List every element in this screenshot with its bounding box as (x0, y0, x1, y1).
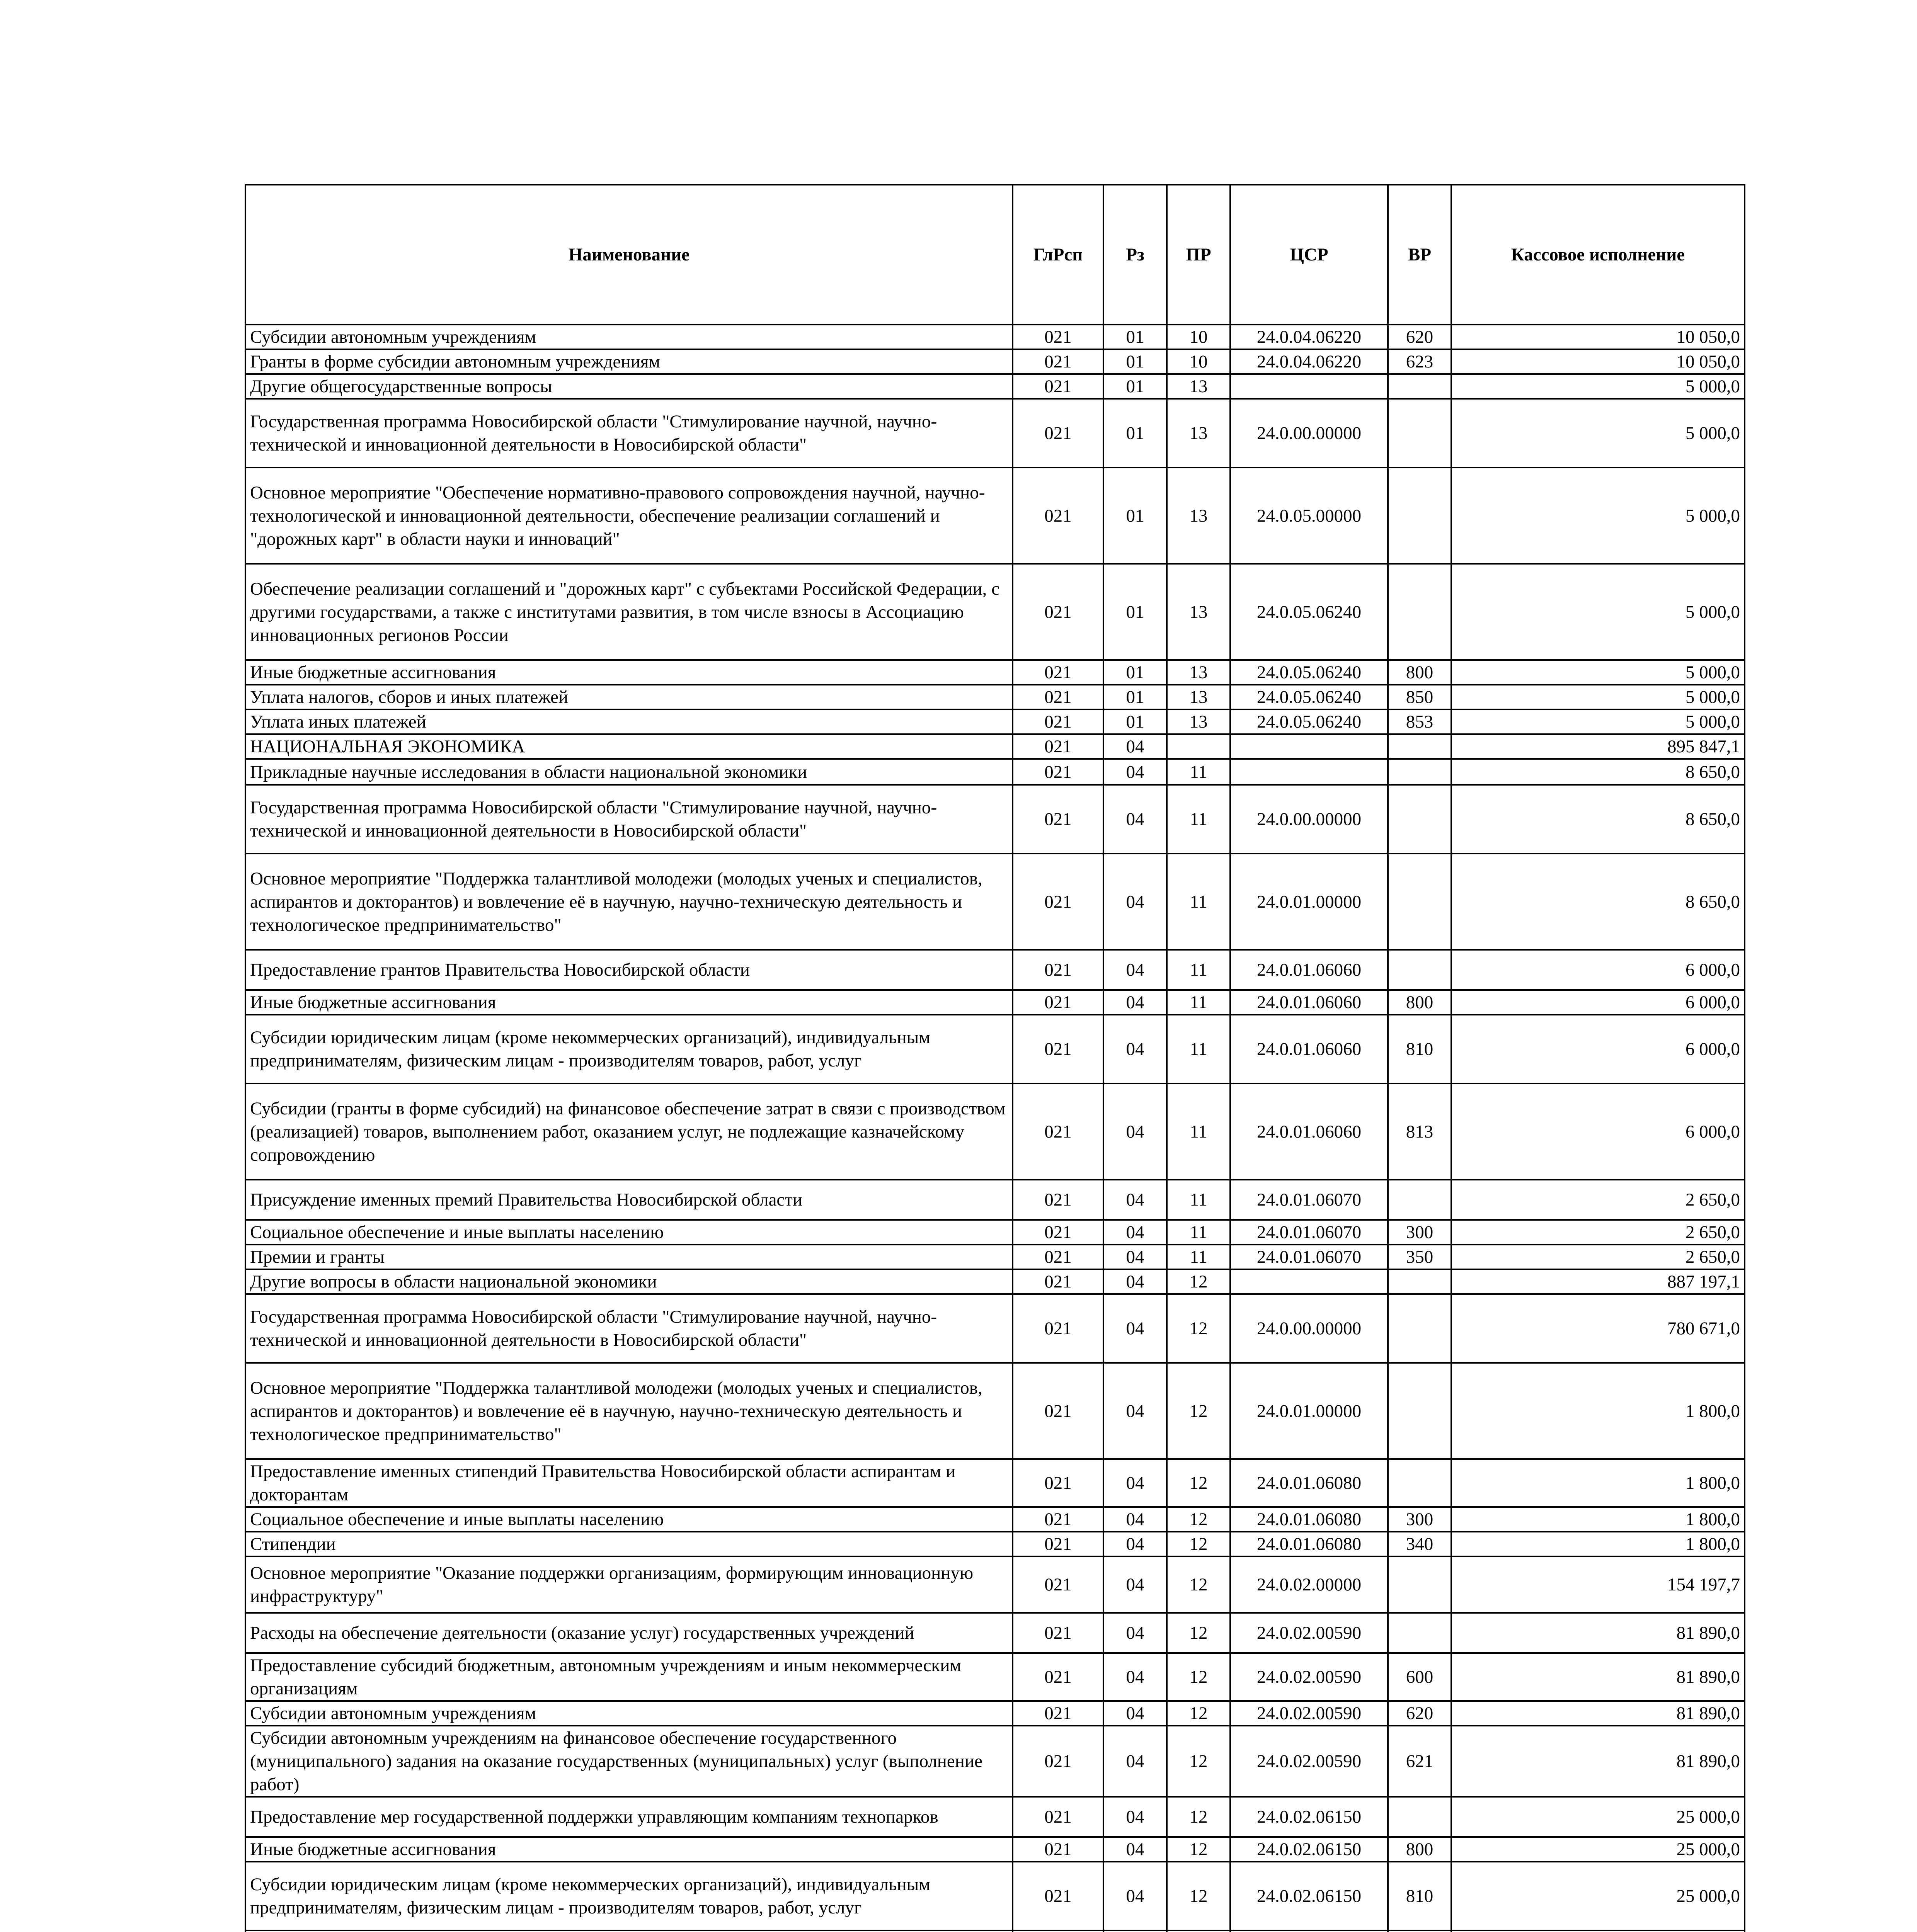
cell-amount: 81 890,0 (1451, 1701, 1745, 1726)
cell-rz: 01 (1103, 685, 1167, 709)
cell-csr: 24.0.02.00590 (1230, 1726, 1388, 1797)
cell-pr: 12 (1167, 1701, 1230, 1726)
cell-name: Иные бюджетные ассигнования (245, 990, 1013, 1015)
cell-pr: 13 (1167, 685, 1230, 709)
cell-glrsp: 021 (1013, 1294, 1103, 1363)
cell-vr: 853 (1388, 709, 1451, 734)
cell-pr: 11 (1167, 854, 1230, 950)
table-row (245, 759, 1745, 785)
table-row (245, 399, 1745, 468)
cell-amount: 6 000,0 (1451, 1015, 1745, 1083)
header-pr: ПР (1167, 185, 1230, 325)
cell-vr (1388, 734, 1451, 759)
cell-glrsp: 021 (1013, 1556, 1103, 1613)
cell-amount: 8 650,0 (1451, 759, 1745, 785)
cell-vr: 621 (1388, 1726, 1451, 1797)
table-row (245, 1220, 1745, 1245)
table-row (245, 1459, 1745, 1507)
cell-glrsp: 021 (1013, 1220, 1103, 1245)
cell-vr (1388, 785, 1451, 854)
cell-csr: 24.0.01.06070 (1230, 1180, 1388, 1220)
cell-glrsp: 021 (1013, 734, 1103, 759)
cell-glrsp: 021 (1013, 1015, 1103, 1083)
table-row (245, 468, 1745, 564)
cell-amount: 5 000,0 (1451, 685, 1745, 709)
cell-rz: 04 (1103, 1294, 1167, 1363)
cell-rz: 04 (1103, 950, 1167, 990)
cell-rz: 04 (1103, 1363, 1167, 1459)
cell-pr: 11 (1167, 1245, 1230, 1269)
cell-glrsp: 021 (1013, 374, 1103, 399)
table-row (245, 1180, 1745, 1220)
cell-vr: 300 (1388, 1507, 1451, 1532)
table-row (245, 1532, 1745, 1556)
cell-rz: 04 (1103, 990, 1167, 1015)
cell-vr: 620 (1388, 1701, 1451, 1726)
table-row (245, 990, 1745, 1015)
cell-name: Социальное обеспечение и иные выплаты населению (245, 1507, 1013, 1532)
cell-amount: 5 000,0 (1451, 709, 1745, 734)
table-row (245, 734, 1745, 759)
cell-pr: 12 (1167, 1837, 1230, 1862)
cell-pr: 11 (1167, 990, 1230, 1015)
table-body (245, 325, 1745, 1932)
table-row (245, 1083, 1745, 1180)
cell-amount (1451, 1930, 1745, 1932)
cell-glrsp: 021 (1013, 1837, 1103, 1862)
header-csr: ЦСР (1230, 185, 1388, 325)
cell-pr (1167, 1930, 1230, 1932)
table-row (245, 1294, 1745, 1363)
table-row (245, 660, 1745, 685)
cell-glrsp: 021 (1013, 785, 1103, 854)
cell-vr (1388, 1363, 1451, 1459)
cell-vr: 350 (1388, 1245, 1451, 1269)
table-header-row (245, 185, 1745, 325)
cell-csr: 24.0.01.06070 (1230, 1220, 1388, 1245)
cell-glrsp: 021 (1013, 1363, 1103, 1459)
cell-pr: 12 (1167, 1613, 1230, 1653)
cell-name: Социальное обеспечение и иные выплаты населению (245, 1220, 1013, 1245)
cell-pr: 12 (1167, 1556, 1230, 1613)
cell-name: Государственная программа Новосибирской области "Стимулирование научной, научно-технической и инновационной деятельности в Новосибирской области" (245, 399, 1013, 468)
cell-csr: 24.0.00.00000 (1230, 785, 1388, 854)
cell-pr: 12 (1167, 1726, 1230, 1797)
cell-rz: 04 (1103, 1532, 1167, 1556)
cell-glrsp: 021 (1013, 349, 1103, 374)
cell-glrsp: 021 (1013, 709, 1103, 734)
cell-amount: 5 000,0 (1451, 660, 1745, 685)
cell-vr (1388, 399, 1451, 468)
cell-amount: 2 650,0 (1451, 1180, 1745, 1220)
cell-glrsp: 021 (1013, 1613, 1103, 1653)
cell-vr: 813 (1388, 1083, 1451, 1180)
cell-csr: 24.0.00.00000 (1230, 1294, 1388, 1363)
table-row (245, 349, 1745, 374)
cell-csr (1230, 759, 1388, 785)
cell-rz: 04 (1103, 759, 1167, 785)
cell-vr: 600 (1388, 1653, 1451, 1701)
cell-csr: 24.0.02.00000 (1230, 1556, 1388, 1613)
cell-name: Обеспечение реализации соглашений и "дорожных карт" с субъектами Российской Федерации, с другими государствами, а также с институтами развития, в том числе взносы в Ассоциацию инновационных регионов России (245, 564, 1013, 660)
cell-name: Субсидии автономным учреждениям (245, 325, 1013, 349)
cell-csr: 24.0.02.00590 (1230, 1701, 1388, 1726)
cell-csr: 24.0.04.06220 (1230, 349, 1388, 374)
cell-pr: 11 (1167, 1180, 1230, 1220)
cell-amount: 6 000,0 (1451, 1083, 1745, 1180)
cell-name: Уплата иных платежей (245, 709, 1013, 734)
cell-csr: 24.0.01.06060 (1230, 950, 1388, 990)
cell-csr: 24.0.02.06150 (1230, 1862, 1388, 1930)
cell-vr: 620 (1388, 325, 1451, 349)
cell-csr: 24.0.01.00000 (1230, 1363, 1388, 1459)
table-row (245, 374, 1745, 399)
cell-glrsp: 021 (1013, 990, 1103, 1015)
cell-name: Основное мероприятие "Обеспечение нормативно-правового сопровождения научной, научно-технологической и инновационной деятельности, обеспечение реализации соглашений и "дорожных карт" в области науки и инноваций" (245, 468, 1013, 564)
cell-pr: 13 (1167, 709, 1230, 734)
cell-rz: 04 (1103, 1726, 1167, 1797)
cell-amount: 8 650,0 (1451, 854, 1745, 950)
table-row (245, 1726, 1745, 1797)
cell-name: Гранты в форме субсидии автономным учреждениям (245, 349, 1013, 374)
cell-rz (1103, 1930, 1167, 1932)
cell-vr (1388, 1294, 1451, 1363)
cell-vr (1388, 468, 1451, 564)
table-row (245, 1930, 1745, 1932)
cell-amount: 81 890,0 (1451, 1653, 1745, 1701)
cell-csr (1230, 1269, 1388, 1294)
cell-amount: 1 800,0 (1451, 1459, 1745, 1507)
cell-amount: 2 650,0 (1451, 1245, 1745, 1269)
cell-rz: 01 (1103, 349, 1167, 374)
cell-glrsp: 021 (1013, 1797, 1103, 1837)
cell-rz: 04 (1103, 1862, 1167, 1930)
header-name: Наименование (245, 185, 1013, 325)
table-row (245, 325, 1745, 349)
cell-amount: 5 000,0 (1451, 374, 1745, 399)
cell-glrsp: 021 (1013, 685, 1103, 709)
cell-vr (1388, 564, 1451, 660)
cell-rz: 04 (1103, 785, 1167, 854)
cell-vr: 623 (1388, 349, 1451, 374)
cell-name: Расходы на обеспечение деятельности (оказание услуг) государственных учреждений (245, 1613, 1013, 1653)
cell-csr: 24.0.05.06240 (1230, 709, 1388, 734)
cell-vr (1388, 1797, 1451, 1837)
cell-amount: 6 000,0 (1451, 950, 1745, 990)
cell-rz: 04 (1103, 1613, 1167, 1653)
cell-amount: 5 000,0 (1451, 564, 1745, 660)
table-row (245, 854, 1745, 950)
cell-glrsp: 021 (1013, 1507, 1103, 1532)
cell-pr: 11 (1167, 1015, 1230, 1083)
cell-csr: 24.0.01.00000 (1230, 854, 1388, 950)
cell-glrsp: 021 (1013, 399, 1103, 468)
cell-name: Уплата налогов, сборов и иных платежей (245, 685, 1013, 709)
cell-name: Предоставление мер государственной поддержки управляющим компаниям технопарков (245, 1797, 1013, 1837)
cell-amount: 2 650,0 (1451, 1220, 1745, 1245)
cell-amount: 780 671,0 (1451, 1294, 1745, 1363)
table-row (245, 685, 1745, 709)
cell-name: Предоставление грантов Правительства Новосибирской области (245, 950, 1013, 990)
cell-amount: 25 000,0 (1451, 1862, 1745, 1930)
cell-name: Государственная программа Новосибирской области "Стимулирование научной, научно-технической и инновационной деятельности в Новосибирской области" (245, 785, 1013, 854)
cell-name: Иные бюджетные ассигнования (245, 660, 1013, 685)
cell-vr (1388, 950, 1451, 990)
cell-glrsp (1013, 1930, 1103, 1932)
table-row (245, 564, 1745, 660)
header-amount: Кассовое исполнение (1451, 185, 1745, 325)
cell-amount: 1 800,0 (1451, 1532, 1745, 1556)
cell-amount: 25 000,0 (1451, 1797, 1745, 1837)
cell-csr: 24.0.01.06080 (1230, 1507, 1388, 1532)
cell-rz: 04 (1103, 1269, 1167, 1294)
budget-execution-table (245, 184, 1745, 1932)
cell-rz: 04 (1103, 1797, 1167, 1837)
table-row (245, 1837, 1745, 1862)
header-glrsp: ГлРсп (1013, 185, 1103, 325)
cell-rz: 01 (1103, 399, 1167, 468)
cell-csr: 24.0.05.00000 (1230, 468, 1388, 564)
cell-pr: 11 (1167, 1220, 1230, 1245)
cell-pr: 10 (1167, 349, 1230, 374)
cell-rz: 04 (1103, 1015, 1167, 1083)
cell-name: Субсидии автономным учреждениям на финансовое обеспечение государственного (муниципального) задания на оказание государственных (муниципальных) услуг (выполнение работ) (245, 1726, 1013, 1797)
cell-vr: 810 (1388, 1015, 1451, 1083)
cell-rz: 04 (1103, 1653, 1167, 1701)
cell-vr: 850 (1388, 685, 1451, 709)
cell-amount: 895 847,1 (1451, 734, 1745, 759)
cell-pr: 11 (1167, 759, 1230, 785)
cell-amount: 25 000,0 (1451, 1837, 1745, 1862)
cell-amount: 10 050,0 (1451, 349, 1745, 374)
cell-name: Субсидии юридическим лицам (кроме некоммерческих организаций), индивидуальным предпринимателям, физическим лицам - производителям товаров, работ, услуг (245, 1015, 1013, 1083)
cell-pr: 13 (1167, 564, 1230, 660)
cell-glrsp: 021 (1013, 1459, 1103, 1507)
cell-name: Премии и гранты (245, 1245, 1013, 1269)
cell-name (245, 1930, 1013, 1932)
cell-vr (1388, 854, 1451, 950)
cell-pr: 12 (1167, 1459, 1230, 1507)
cell-amount: 8 650,0 (1451, 785, 1745, 854)
cell-csr: 24.0.05.06240 (1230, 564, 1388, 660)
cell-pr: 12 (1167, 1294, 1230, 1363)
cell-amount: 5 000,0 (1451, 468, 1745, 564)
cell-pr: 11 (1167, 785, 1230, 854)
cell-vr (1388, 1459, 1451, 1507)
cell-name: Присуждение именных премий Правительства Новосибирской области (245, 1180, 1013, 1220)
table-row (245, 1245, 1745, 1269)
cell-name: Другие общегосударственные вопросы (245, 374, 1013, 399)
cell-rz: 01 (1103, 564, 1167, 660)
cell-rz: 04 (1103, 1556, 1167, 1613)
table-row (245, 1556, 1745, 1613)
cell-name: Предоставление именных стипендий Правительства Новосибирской области аспирантам и докторантам (245, 1459, 1013, 1507)
cell-vr: 800 (1388, 1837, 1451, 1862)
table-row (245, 1507, 1745, 1532)
cell-name: Стипендии (245, 1532, 1013, 1556)
cell-glrsp: 021 (1013, 854, 1103, 950)
cell-glrsp: 021 (1013, 325, 1103, 349)
cell-glrsp: 021 (1013, 564, 1103, 660)
cell-name: НАЦИОНАЛЬНАЯ ЭКОНОМИКА (245, 734, 1013, 759)
cell-name: Предоставление субсидий бюджетным, автономным учреждениям и иным некоммерческим организациям (245, 1653, 1013, 1701)
cell-vr (1388, 1613, 1451, 1653)
cell-csr (1230, 374, 1388, 399)
cell-csr: 24.0.01.06060 (1230, 1015, 1388, 1083)
cell-glrsp: 021 (1013, 1180, 1103, 1220)
cell-rz: 04 (1103, 1180, 1167, 1220)
cell-rz: 01 (1103, 325, 1167, 349)
cell-rz: 01 (1103, 374, 1167, 399)
cell-glrsp: 021 (1013, 1653, 1103, 1701)
cell-amount: 81 890,0 (1451, 1613, 1745, 1653)
cell-rz: 04 (1103, 1245, 1167, 1269)
cell-pr: 12 (1167, 1653, 1230, 1701)
table-row (245, 950, 1745, 990)
cell-glrsp: 021 (1013, 1862, 1103, 1930)
cell-csr: 24.0.02.06150 (1230, 1797, 1388, 1837)
cell-name: Другие вопросы в области национальной экономики (245, 1269, 1013, 1294)
cell-glrsp: 021 (1013, 1726, 1103, 1797)
cell-vr (1388, 1930, 1451, 1932)
cell-amount: 10 050,0 (1451, 325, 1745, 349)
cell-csr: 24.0.05.06240 (1230, 660, 1388, 685)
cell-name: Субсидии юридическим лицам (кроме некоммерческих организаций), индивидуальным предпринимателям, физическим лицам - производителям товаров, работ, услуг (245, 1862, 1013, 1930)
cell-name: Иные бюджетные ассигнования (245, 1837, 1013, 1862)
cell-glrsp: 021 (1013, 759, 1103, 785)
header-vr: ВР (1388, 185, 1451, 325)
cell-csr: 24.0.01.06080 (1230, 1532, 1388, 1556)
cell-glrsp: 021 (1013, 1532, 1103, 1556)
table-row (245, 785, 1745, 854)
cell-csr (1230, 1930, 1388, 1932)
cell-name: Основное мероприятие "Оказание поддержки организациям, формирующим инновационную инфраструктуру" (245, 1556, 1013, 1613)
cell-glrsp: 021 (1013, 1245, 1103, 1269)
cell-pr: 13 (1167, 399, 1230, 468)
cell-amount: 5 000,0 (1451, 399, 1745, 468)
cell-amount: 1 800,0 (1451, 1507, 1745, 1532)
table-row (245, 709, 1745, 734)
cell-vr: 800 (1388, 990, 1451, 1015)
cell-name: Субсидии автономным учреждениям (245, 1701, 1013, 1726)
cell-amount: 1 800,0 (1451, 1363, 1745, 1459)
cell-pr: 12 (1167, 1797, 1230, 1837)
table-row (245, 1653, 1745, 1701)
table-row (245, 1613, 1745, 1653)
cell-rz: 04 (1103, 1701, 1167, 1726)
table-row (245, 1797, 1745, 1837)
cell-csr: 24.0.02.00590 (1230, 1613, 1388, 1653)
table-row (245, 1269, 1745, 1294)
cell-amount: 887 197,1 (1451, 1269, 1745, 1294)
cell-pr: 13 (1167, 660, 1230, 685)
cell-pr: 11 (1167, 950, 1230, 990)
cell-csr: 24.0.01.06060 (1230, 990, 1388, 1015)
cell-vr (1388, 1180, 1451, 1220)
cell-csr: 24.0.04.06220 (1230, 325, 1388, 349)
cell-pr: 12 (1167, 1507, 1230, 1532)
cell-rz: 01 (1103, 660, 1167, 685)
cell-vr: 340 (1388, 1532, 1451, 1556)
cell-vr: 800 (1388, 660, 1451, 685)
table-row (245, 1701, 1745, 1726)
cell-vr: 810 (1388, 1862, 1451, 1930)
table-row (245, 1015, 1745, 1083)
cell-rz: 04 (1103, 854, 1167, 950)
cell-rz: 04 (1103, 1507, 1167, 1532)
cell-name: Субсидии (гранты в форме субсидий) на финансовое обеспечение затрат в связи с производством (реализацией) товаров, выполнением работ, оказанием услуг, не подлежащие казначейскому сопровождению (245, 1083, 1013, 1180)
cell-glrsp: 021 (1013, 1701, 1103, 1726)
cell-csr (1230, 734, 1388, 759)
cell-pr: 10 (1167, 325, 1230, 349)
cell-glrsp: 021 (1013, 468, 1103, 564)
table-row (245, 1363, 1745, 1459)
cell-vr (1388, 1269, 1451, 1294)
cell-vr (1388, 374, 1451, 399)
cell-pr: 12 (1167, 1862, 1230, 1930)
cell-csr: 24.0.01.06070 (1230, 1245, 1388, 1269)
cell-glrsp: 021 (1013, 660, 1103, 685)
cell-csr: 24.0.01.06080 (1230, 1459, 1388, 1507)
cell-name: Основное мероприятие "Поддержка талантливой молодежи (молодых ученых и специалистов, аспирантов и докторантов) и вовлечение её в научную, научно-техническую деятельность и технологическое предпринимательство" (245, 854, 1013, 950)
header-rz: Рз (1103, 185, 1167, 325)
cell-pr: 11 (1167, 1083, 1230, 1180)
cell-amount: 81 890,0 (1451, 1726, 1745, 1797)
cell-rz: 01 (1103, 468, 1167, 564)
cell-pr (1167, 734, 1230, 759)
cell-name: Основное мероприятие "Поддержка талантливой молодежи (молодых ученых и специалистов, аспирантов и докторантов) и вовлечение её в научную, научно-техническую деятельность и технологическое предпринимательство" (245, 1363, 1013, 1459)
cell-rz: 04 (1103, 1459, 1167, 1507)
cell-vr: 300 (1388, 1220, 1451, 1245)
cell-rz: 04 (1103, 1083, 1167, 1180)
cell-glrsp: 021 (1013, 950, 1103, 990)
cell-glrsp: 021 (1013, 1269, 1103, 1294)
cell-pr: 13 (1167, 468, 1230, 564)
cell-csr: 24.0.01.06060 (1230, 1083, 1388, 1180)
cell-name: Государственная программа Новосибирской области "Стимулирование научной, научно-технической и инновационной деятельности в Новосибирской области" (245, 1294, 1013, 1363)
cell-vr (1388, 1556, 1451, 1613)
cell-rz: 04 (1103, 1837, 1167, 1862)
cell-rz: 04 (1103, 734, 1167, 759)
cell-pr: 12 (1167, 1363, 1230, 1459)
cell-amount: 6 000,0 (1451, 990, 1745, 1015)
cell-pr: 13 (1167, 374, 1230, 399)
cell-vr (1388, 759, 1451, 785)
cell-csr: 24.0.02.00590 (1230, 1653, 1388, 1701)
cell-glrsp: 021 (1013, 1083, 1103, 1180)
cell-csr: 24.0.02.06150 (1230, 1837, 1388, 1862)
cell-csr: 24.0.05.06240 (1230, 685, 1388, 709)
cell-amount: 154 197,7 (1451, 1556, 1745, 1613)
table-row (245, 1862, 1745, 1930)
cell-rz: 01 (1103, 709, 1167, 734)
cell-rz: 04 (1103, 1220, 1167, 1245)
cell-csr: 24.0.00.00000 (1230, 399, 1388, 468)
cell-name: Прикладные научные исследования в области национальной экономики (245, 759, 1013, 785)
cell-pr: 12 (1167, 1269, 1230, 1294)
cell-pr: 12 (1167, 1532, 1230, 1556)
